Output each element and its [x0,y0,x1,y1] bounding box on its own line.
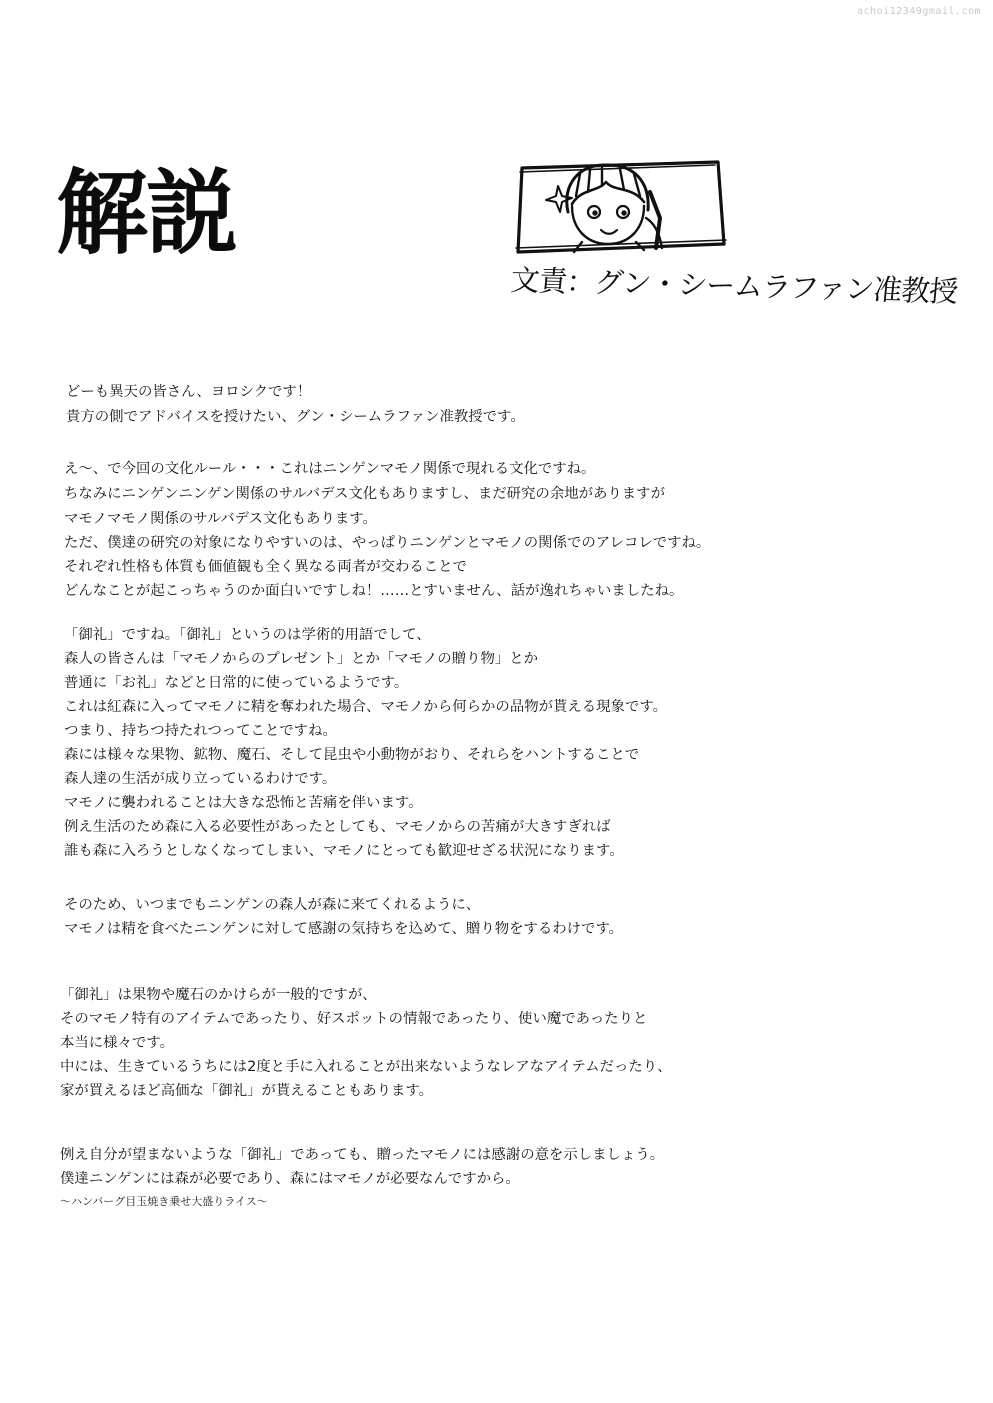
paragraph-6-line-1: 例え自分が望まないような「御礼」であっても、贈ったマモノには感謝の意を示しましょう。 [60,1147,665,1163]
paragraph-6-line-2: 僕達ニンゲンには森が必要であり、森にはマモノが必要なんですから。 [60,1171,520,1187]
paragraph-3-line-4: これは紅森に入ってマモノに精を奪われた場合、マモノから何らかの品物が貰える現象です。 [64,699,667,715]
paragraph-3-line-2: 森人の皆さんは「マモノからのプレゼント」とか「マモノの贈り物」とか [64,651,539,667]
paragraph-3-line-1: 「御礼」ですね。「御礼」というのは学術的用語でして、 [64,627,431,643]
author-signature: 文責：グン・シームラファン准教授 [509,263,959,309]
page-title: 解説 [56,160,237,267]
paragraph-5-line-4: 中には、生きているうちには2度と手に入れることが出来ないようなレアなアイテムだったり、 [60,1059,672,1075]
paragraph-3-line-9: 例え生活のため森に入る必要性があったとしても、マモノからの苦痛が大きすぎれば [64,819,611,835]
paragraph-4-line-2: マモノは精を食べたニンゲンに対して感謝の気持ちを込めて、贈り物をするわけです。 [64,921,624,937]
paragraph-3-line-3: 普通に「お礼」などと日常的に使っているようです。 [64,675,409,691]
paragraph-2-line-2: ちなみにニンゲンニンゲン関係のサルバデス文化もありますし、まだ研究の余地がありますが [64,486,665,502]
closing-line: ～ハンバーグ目玉焼き乗せ大盛りライス～ [60,1195,268,1208]
paragraph-4-line-1: そのため、いつまでもニンゲンの森人が森に来てくれるように、 [64,897,481,913]
paragraph-2-line-1: え～、で今回の文化ルール・・・これはニンゲンマモノ関係で現れる文化ですね。 [64,461,596,477]
paragraph-2-line-4: ただ、僕達の研究の対象になりやすいのは、やっぱりニンゲンとマモノの関係でのアレコレですね。 [64,535,711,551]
paragraph-1-line-1: どーも異天の皆さん、ヨロシクです！ [66,384,312,400]
paragraph-2-line-3: マモノマモノ関係のサルバデス文化もあります。 [64,511,377,527]
paragraph-3-line-5: つまり、持ちつ持たれつってことですね。 [64,723,337,739]
watermark: achoi12349gmail.com [857,6,981,17]
paragraph-2-line-5: それぞれ性格も体質も価値観も全く異なる両者が交わることで [64,559,467,575]
paragraph-3-line-6: 森には様々な果物、鉱物、魔石、そして昆虫や小動物がおり、それらをハントすることで [64,747,640,763]
paragraph-5-line-3: 本当に様々です。 [60,1035,174,1051]
paragraph-2-line-6: どんなことが起こっちゃうのか面白いですしね！……とすいません、話が逸れちゃいましたね。 [64,583,684,599]
paragraph-3-line-8: マモノに襲われることは大きな恐怖と苦痛を伴います。 [64,795,423,811]
paragraph-3-line-10: 誰も森に入ろうとしなくなってしまい、マモノにとっても歓迎せざる状況になります。 [64,843,624,859]
paragraph-3-line-7: 森人達の生活が成り立っているわけです。 [64,771,337,787]
paragraph-1-line-2: 貴方の側でアドバイスを授けたい、グン・シームラファン准教授です。 [66,409,525,425]
paragraph-5-line-2: そのマモノ特有のアイテムであったり、好スポットの情報であったり、使い魔であったりと [60,1011,648,1027]
paragraph-5-line-1: 「御礼」は果物や魔石のかけらが一般的ですが、 [60,987,377,1003]
paragraph-5-line-5: 家が買えるほど高価な「御礼」が貰えることもあります。 [60,1083,434,1099]
